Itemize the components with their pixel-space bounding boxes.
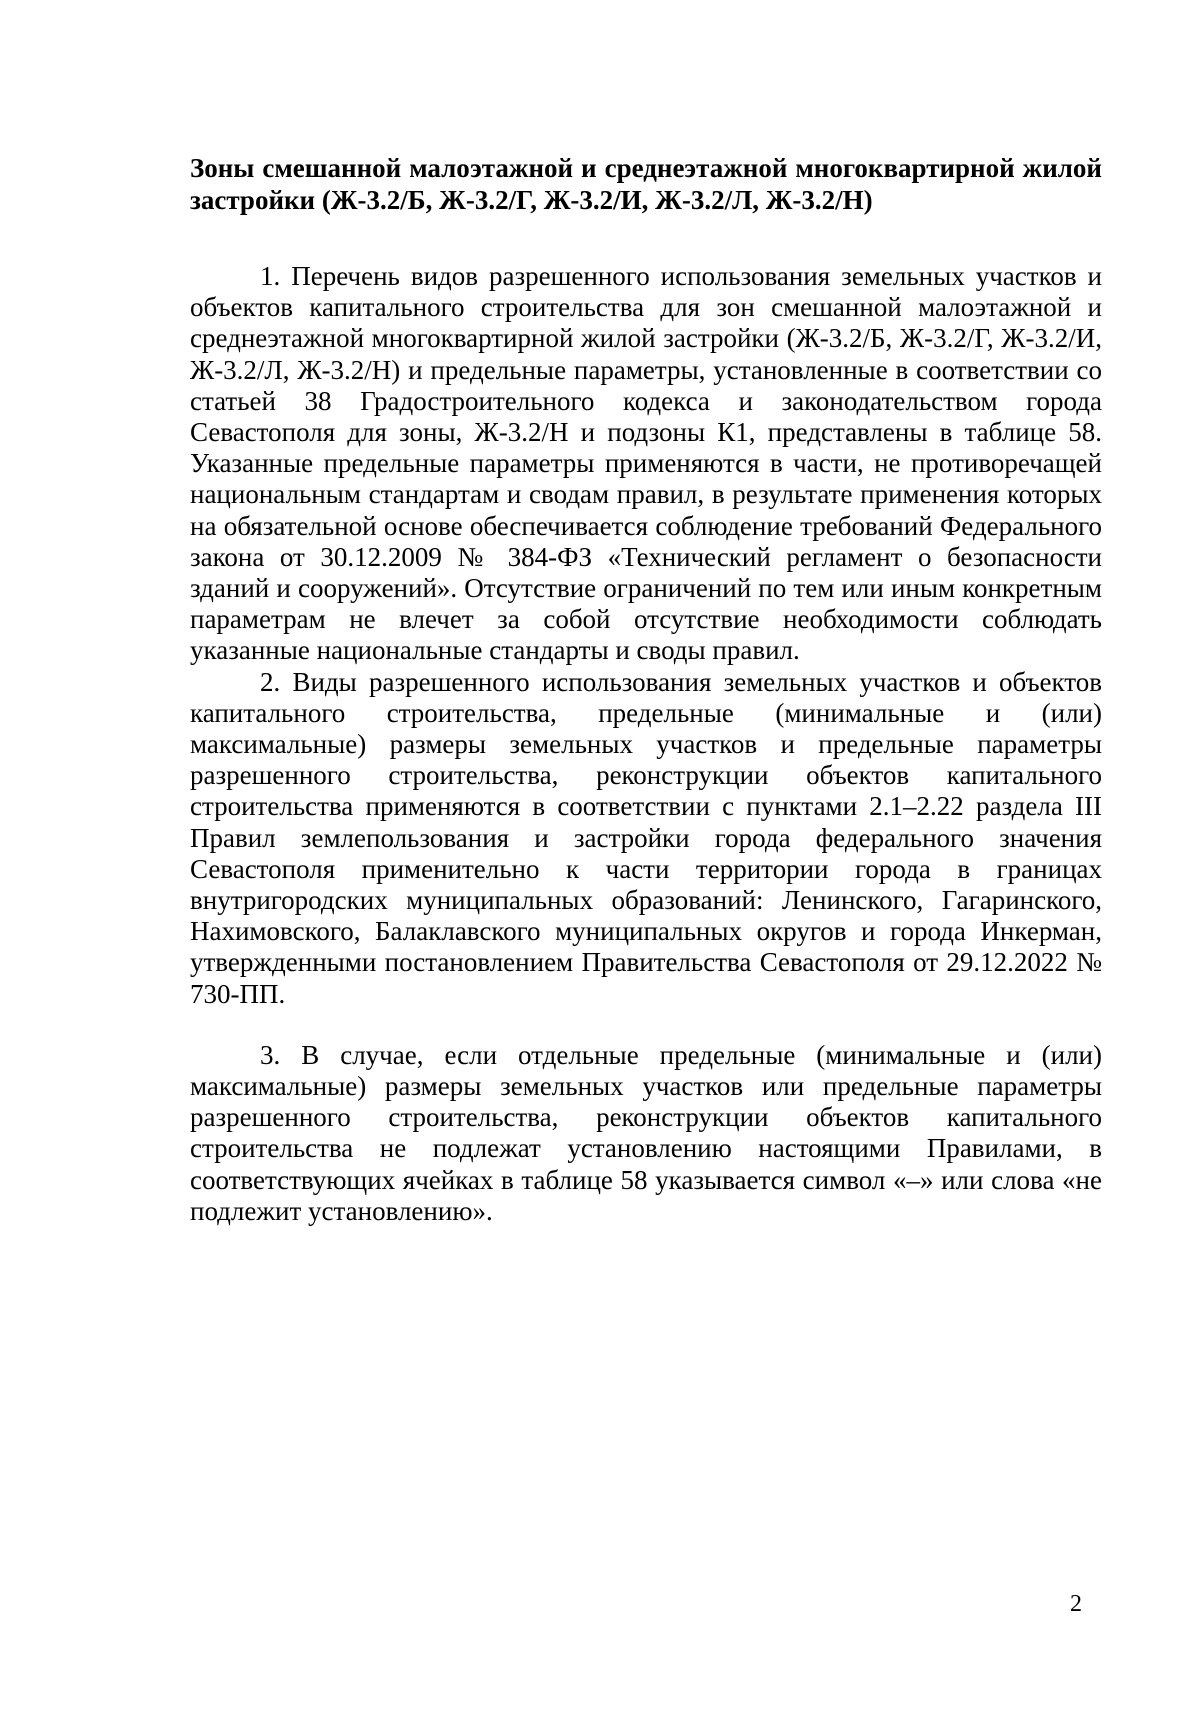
page-number: 2 [1070,1591,1082,1617]
paragraph-2: 2. Виды разрешенного использования земельных участков и объектов капитального строительства, предельные (минимальные и (или) максимальные) размеры земельных участков и предельные параметры разрешенного строительства, реконструкции объектов капитального строительства применяются в соответствии с пунктами 2.1–2.22 раздела III Правил землепользования и застройки города федерального значения Севастополя применительно к части территории города в границах внутригородских муниципальных образований: Ленинского, Гагаринского, Нахимовского, Балаклавского муниципальных округов и города Инкерман, утвержденными постановлением Правительства Севастополя от 29.12.2022 № 730-ПП. [190,666,1102,1009]
document-body [190,152,1102,1227]
paragraph-1: 1. Перечень видов разрешенного использования земельных участков и объектов капитального строительства для зон смешанной малоэтажной и среднеэтажной многоквартирной жилой застройки (Ж-3.2/Б, Ж-3.2/Г, Ж-3.2/И, Ж-3.2/Л, Ж-3.2/Н) и предельные параметры, установленные в соответствии со статьей 38 Градостроительного кодекса и законодательством города Севастополя для зоны, Ж-3.2/Н и подзоны К1, представлены в таблице 58. Указанные предельные параметры применяются в части, не противоречащей национальным стандартам и сводам правил, в результате применения которых на обязательной основе обеспечивается соблюдение требований Федерального закона от 30.12.2009 № 384-ФЗ «Технический регламент о безопасности зданий и сооружений». Отсутствие ограничений по тем или иным конкретным параметрам не влечет за собой отсутствие необходимости соблюдать указанные национальные стандарты и своды правил. [190,261,1102,666]
section-heading: Зоны смешанной малоэтажной и среднеэтажной многоквартирной жилой застройки (Ж-3.2/Б, Ж-3.2/Г, Ж-3.2/И, Ж-3.2/Л, Ж-3.2/Н) [190,153,1102,215]
paragraph-3: 3. В случае, если отдельные предельные (минимальные и (или) максимальные) размеры земельных участков или предельные параметры разрешенного строительства, реконструкции объектов капитального строительства не подлежат установлению настоящими Правилами, в соответствующих ячейках в таблице 58 указывается символ «–» или слова «не подлежит установлению». [190,1039,1102,1226]
